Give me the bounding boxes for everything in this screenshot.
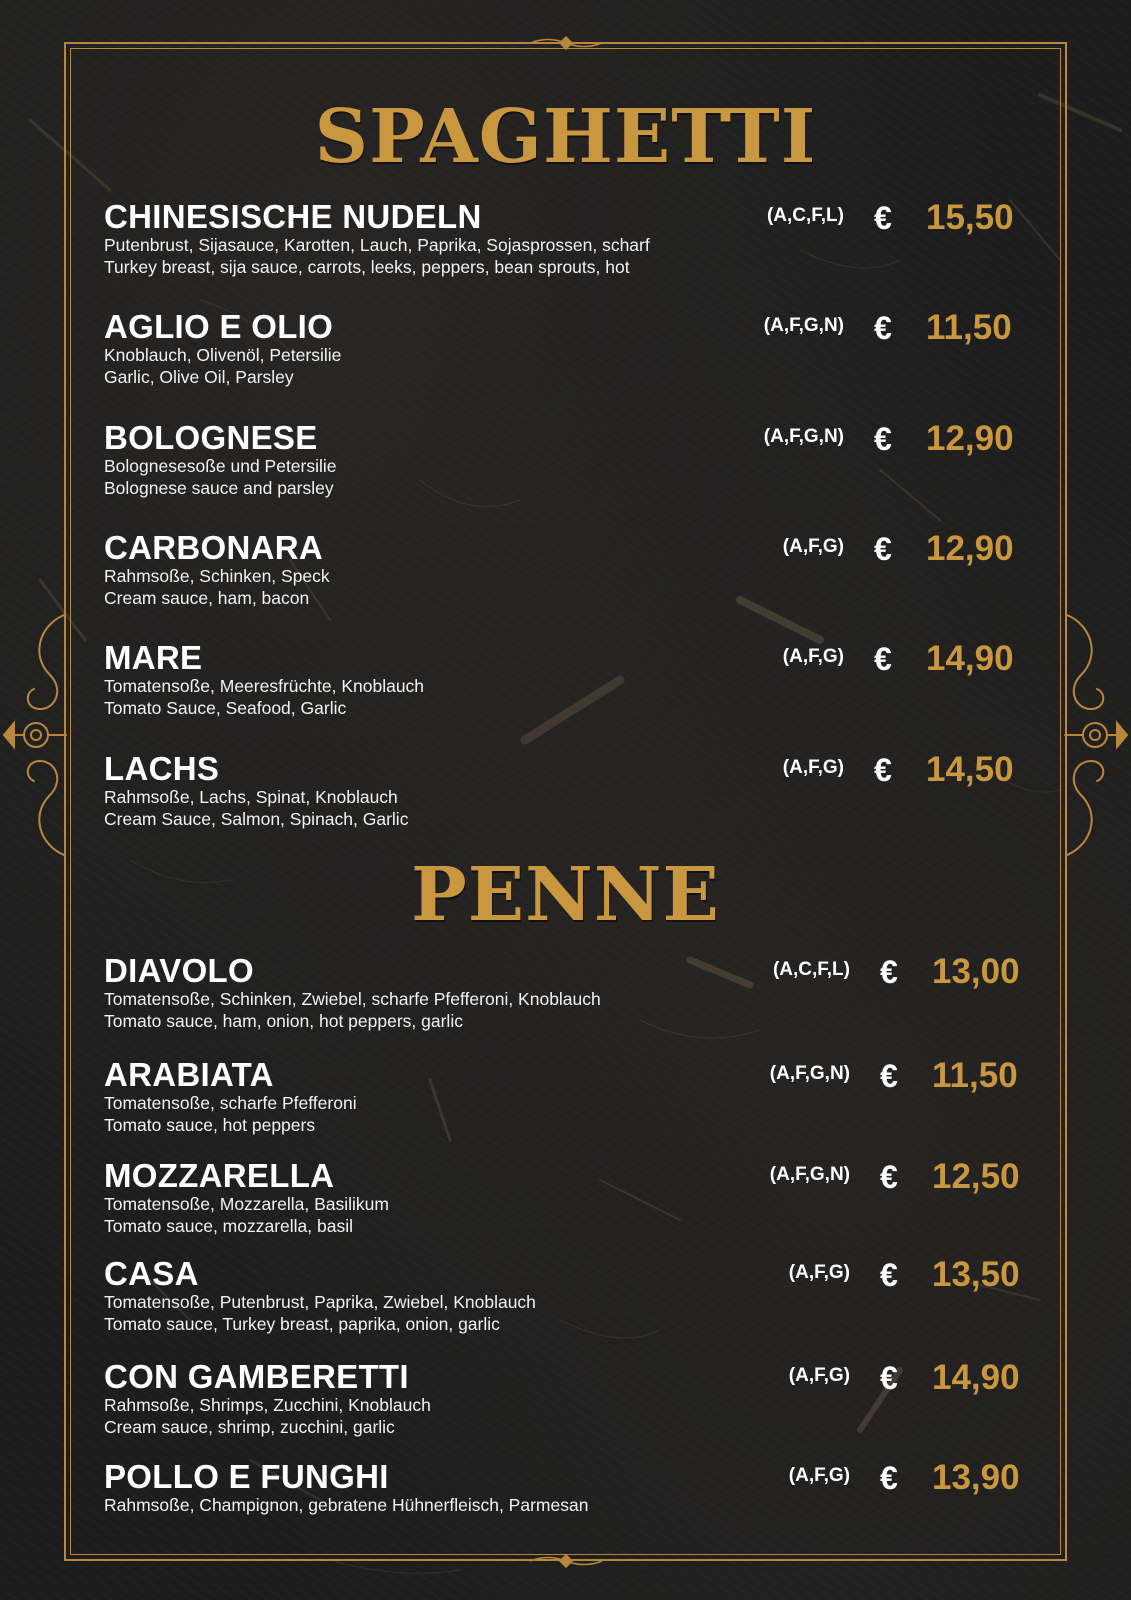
- menu-item: [104, 1159, 1034, 1249]
- item-description: [104, 675, 424, 719]
- menu-item: [104, 1460, 1034, 1550]
- item-name: AGLIO E OLIO: [104, 308, 334, 345]
- item-allergens: (A,F,G,N): [763, 315, 844, 336]
- item-name: CON GAMBERETTI: [104, 1358, 409, 1395]
- item-desc-de: Rahmsoße, Shrimps, Zucchini, Knoblauch: [104, 1395, 431, 1415]
- menu-item: [104, 1058, 1034, 1148]
- menu-item: [104, 310, 1034, 400]
- item-desc-en: Garlic, Olive Oil, Parsley: [104, 367, 294, 387]
- menu-item: [104, 421, 1034, 511]
- item-desc-en: Tomato sauce, ham, onion, hot peppers, garlic: [104, 1011, 463, 1031]
- section-title-spaghetti: SPAGHETTI: [314, 94, 817, 180]
- item-price: 13,90: [932, 1458, 1020, 1497]
- item-allergens: (A,F,G,N): [769, 1164, 850, 1185]
- menu-item: [104, 200, 1034, 290]
- item-allergens: (A,F,G): [788, 1465, 850, 1486]
- item-desc-en: Cream Sauce, Salmon, Spinach, Garlic: [104, 809, 409, 829]
- top-ornament: [528, 36, 604, 50]
- item-desc-de: Rahmsoße, Champignon, gebratene Hühnerfleisch, Parmesan: [104, 1495, 589, 1515]
- menu-item: [104, 531, 1034, 621]
- item-allergens: (A,F,G): [782, 757, 844, 778]
- item-price: 12,90: [926, 419, 1014, 458]
- item-desc-de: Tomatensoße, scharfe Pfefferoni: [104, 1093, 357, 1113]
- bottom-ornament: [528, 1554, 604, 1568]
- euro-icon: €: [880, 1360, 898, 1396]
- item-desc-en: Bolognese sauce and parsley: [104, 478, 334, 498]
- item-price: 14,50: [926, 750, 1014, 789]
- euro-icon: €: [880, 954, 898, 990]
- euro-icon: €: [874, 310, 892, 346]
- item-price: 11,50: [932, 1056, 1018, 1095]
- menu-item: [104, 641, 1034, 731]
- item-description: [104, 1092, 357, 1136]
- item-name: DIAVOLO: [104, 952, 254, 989]
- item-description: [104, 1394, 431, 1438]
- item-desc-en: Tomato sauce, hot peppers: [104, 1115, 316, 1135]
- menu-item: [104, 1360, 1034, 1450]
- item-price: 12,90: [926, 529, 1014, 568]
- item-description: [104, 786, 408, 830]
- item-price: 14,90: [926, 639, 1014, 678]
- euro-icon: €: [880, 1460, 898, 1496]
- item-allergens: (A,C,F,L): [766, 205, 844, 226]
- euro-icon: €: [880, 1058, 898, 1094]
- euro-icon: €: [874, 752, 892, 788]
- item-desc-en: Tomato sauce, Turkey breast, paprika, onion, garlic: [104, 1314, 500, 1334]
- item-desc-en: Turkey breast, sija sauce, carrots, leeks, peppers, bean sprouts, hot: [104, 257, 630, 277]
- menu-item: [104, 1257, 1034, 1347]
- item-allergens: (A,F,G,N): [763, 426, 844, 447]
- item-description: [104, 988, 601, 1032]
- item-name: LACHS: [104, 750, 220, 787]
- item-desc-en: Cream sauce, shrimp, zucchini, garlic: [104, 1417, 395, 1437]
- item-desc-de: Tomatensoße, Meeresfrüchte, Knoblauch: [104, 676, 425, 696]
- item-price: 14,90: [932, 1358, 1020, 1397]
- item-desc-en: Cream sauce, ham, bacon: [104, 588, 310, 608]
- item-desc-de: Bolognesesoße und Petersilie: [104, 456, 337, 476]
- item-price: 13,00: [932, 952, 1020, 991]
- item-desc-de: Tomatensoße, Putenbrust, Paprika, Zwiebel, Knoblauch: [104, 1292, 536, 1312]
- item-price: 15,50: [926, 198, 1014, 237]
- euro-icon: €: [880, 1257, 898, 1293]
- item-name: CASA: [104, 1255, 199, 1292]
- item-description: [104, 1193, 389, 1237]
- item-name: ARABIATA: [104, 1056, 274, 1093]
- item-price: 12,50: [932, 1157, 1020, 1196]
- item-allergens: (A,F,G): [782, 536, 844, 557]
- item-desc-en: Tomato Sauce, Seafood, Garlic: [104, 698, 347, 718]
- item-price: 13,50: [932, 1255, 1020, 1294]
- item-desc-de: Knoblauch, Olivenöl, Petersilie: [104, 345, 342, 365]
- item-desc-de: Rahmsoße, Lachs, Spinat, Knoblauch: [104, 787, 398, 807]
- menu-item: [104, 954, 1034, 1044]
- euro-icon: €: [874, 200, 892, 236]
- item-description: [104, 344, 341, 388]
- item-description: [104, 1494, 588, 1516]
- item-allergens: (A,C,F,L): [772, 959, 850, 980]
- item-description: [104, 234, 650, 278]
- item-allergens: (A,F,G): [788, 1262, 850, 1283]
- item-desc-de: Tomatensoße, Mozzarella, Basilikum: [104, 1194, 389, 1214]
- item-allergens: (A,F,G,N): [769, 1063, 850, 1084]
- item-name: MOZZARELLA: [104, 1157, 335, 1194]
- item-name: CHINESISCHE NUDELN: [104, 198, 482, 235]
- right-scroll-ornament: [1061, 605, 1131, 865]
- item-name: BOLOGNESE: [104, 419, 318, 456]
- item-description: [104, 1291, 536, 1335]
- section-title-penne: PENNE: [411, 852, 720, 938]
- item-name: POLLO E FUNGHI: [104, 1458, 389, 1495]
- item-allergens: (A,F,G): [782, 646, 844, 667]
- item-description: [104, 455, 337, 499]
- item-desc-de: Rahmsoße, Schinken, Speck: [104, 566, 330, 586]
- euro-icon: €: [874, 421, 892, 457]
- item-name: CARBONARA: [104, 529, 324, 566]
- item-desc-en: Tomato sauce, mozzarella, basil: [104, 1216, 353, 1236]
- item-name: MARE: [104, 639, 203, 676]
- euro-icon: €: [874, 641, 892, 677]
- item-desc-de: Putenbrust, Sijasauce, Karotten, Lauch, Paprika, Sojasprossen, scharf: [104, 235, 650, 255]
- item-desc-de: Tomatensoße, Schinken, Zwiebel, scharfe Pfefferoni, Knoblauch: [104, 989, 601, 1009]
- menu-item: [104, 752, 1034, 842]
- item-price: 11,50: [926, 308, 1012, 347]
- item-description: [104, 565, 330, 609]
- item-allergens: (A,F,G): [788, 1365, 850, 1386]
- euro-icon: €: [880, 1159, 898, 1195]
- euro-icon: €: [874, 531, 892, 567]
- left-scroll-ornament: [0, 605, 70, 865]
